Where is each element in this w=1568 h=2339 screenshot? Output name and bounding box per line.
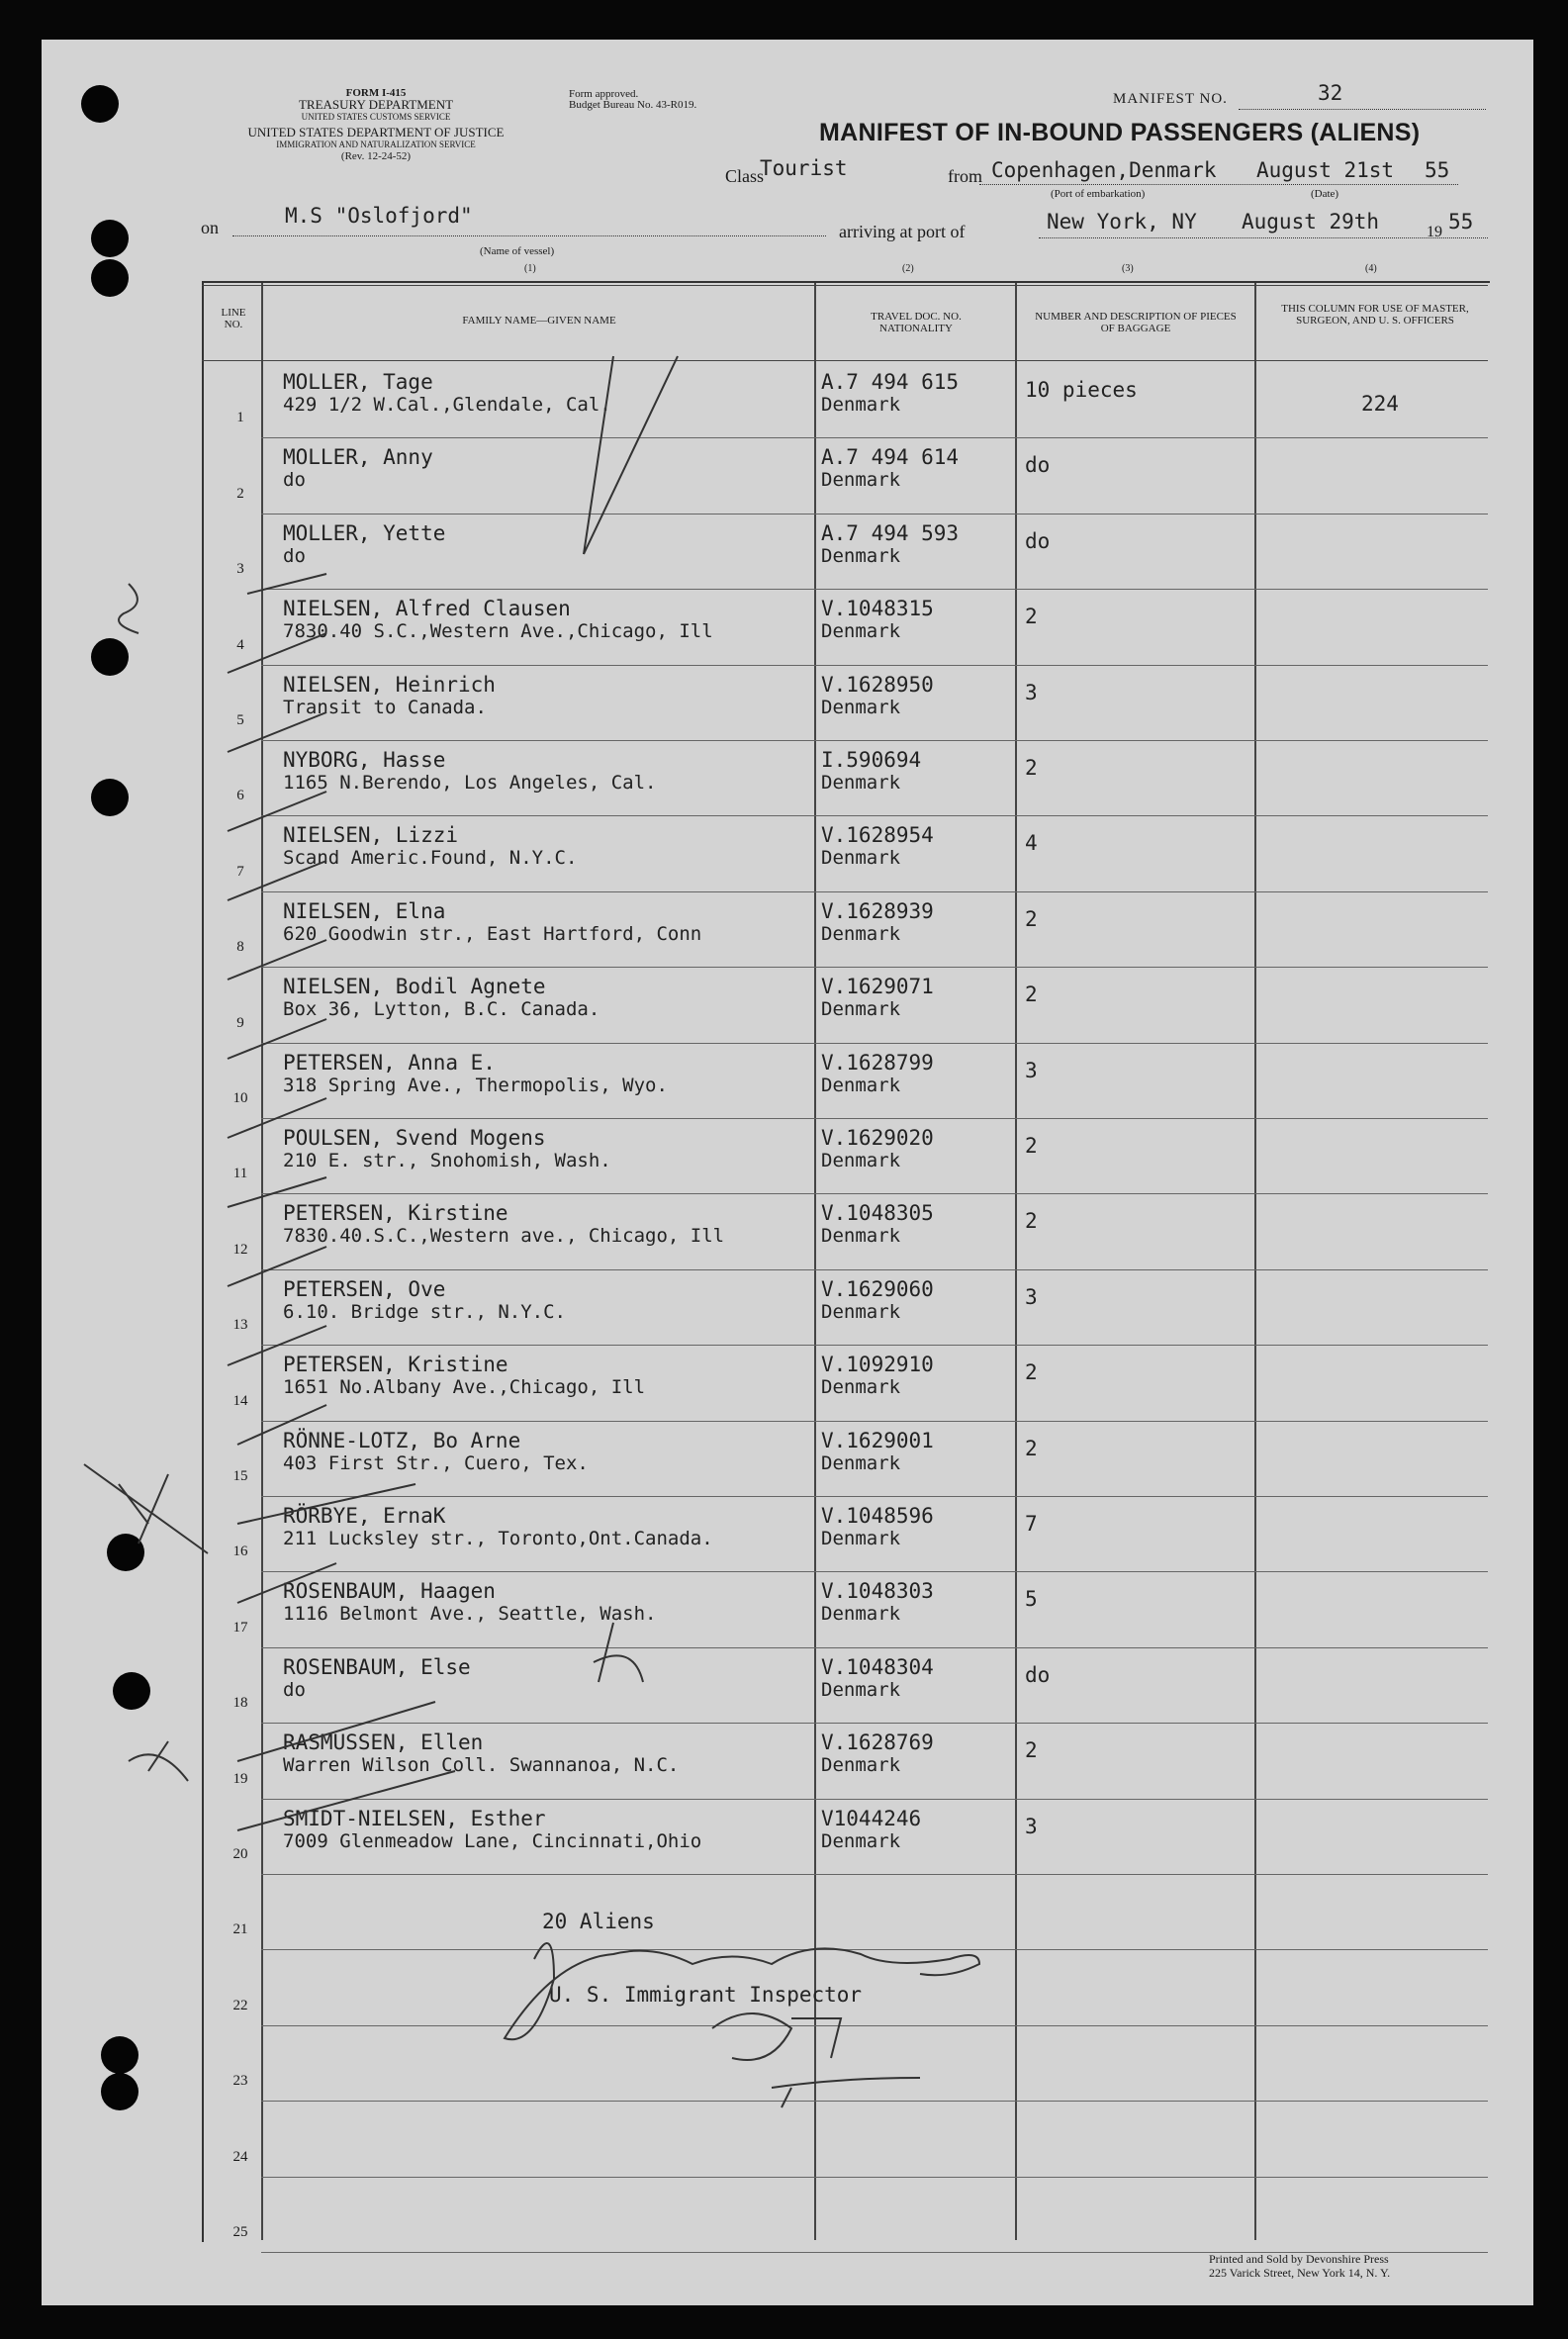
line-number: 22: [232, 1997, 248, 2013]
travel-doc-number: V.1048303: [821, 1579, 934, 1604]
line-number: 1: [236, 410, 244, 426]
nationality: Denmark: [821, 544, 901, 567]
travel-doc-number: V.1048315: [821, 597, 934, 621]
check-mark: [228, 712, 326, 752]
form-approved: Form approved.: [569, 88, 639, 100]
passenger-name: NIELSEN, Lizzi: [283, 823, 459, 848]
nationality: Denmark: [821, 1754, 901, 1777]
travel-doc-number: V.1048305: [821, 1201, 934, 1226]
passenger-name: MOLLER, Anny: [283, 445, 433, 470]
line-number: 10: [232, 1090, 248, 1106]
line-number: 17: [232, 1619, 248, 1636]
baggage-count: 2: [1025, 1360, 1038, 1385]
check-mark: [228, 792, 326, 831]
aliens-total: 20 Aliens: [542, 1910, 655, 1933]
passenger-address: 7830.40 S.C.,Western Ave.,Chicago, Ill: [283, 620, 713, 643]
passenger-address: 429 1/2 W.Cal.,Glendale, Cal.: [283, 394, 611, 416]
form-rev: (Rev. 12-24-52): [340, 150, 412, 162]
travel-doc-number: V.1048304: [821, 1654, 934, 1679]
passenger-address: do: [283, 469, 306, 492]
baggage-count: do: [1025, 1662, 1051, 1687]
line-number: 14: [232, 1392, 248, 1409]
nationality: Denmark: [821, 394, 901, 416]
col-number-1: (1): [524, 263, 536, 274]
passenger-address: 7830.40.S.C.,Western ave., Chicago, Ill: [283, 1225, 725, 1248]
passenger-address: 211 Lucksley str., Toronto,Ont.Canada.: [283, 1528, 713, 1549]
travel-doc-number: V.1629020: [821, 1126, 934, 1150]
col-header-doc: TRAVEL DOC. NO. NATIONALITY: [871, 311, 962, 334]
passenger-name: RASMUSSEN, Ellen: [283, 1731, 484, 1755]
passenger-address: 1116 Belmont Ave., Seattle, Wash.: [283, 1603, 657, 1626]
passenger-name: POULSEN, Svend Mogens: [283, 1126, 546, 1150]
passenger-address: Warren Wilson Coll. Swannanoa, N.C.: [283, 1754, 680, 1777]
passenger-address: 1651 No.Albany Ave.,Chicago, Ill: [283, 1376, 646, 1399]
customs-service: UNITED STATES CUSTOMS SERVICE: [301, 112, 451, 122]
baggage-count: 2: [1025, 906, 1038, 931]
passenger-name: RÖNNE-LOTZ, Bo Arne: [283, 1428, 521, 1452]
passenger-name: NIELSEN, Heinrich: [283, 672, 496, 697]
margin-mark: [84, 1464, 208, 1553]
baggage-count: 5: [1025, 1587, 1038, 1612]
line-number: 9: [236, 1014, 244, 1031]
ins: IMMIGRATION AND NATURALIZATION SERVICE: [276, 140, 476, 149]
baggage-count: 3: [1025, 1284, 1038, 1309]
travel-doc-number: A.7 494 615: [821, 370, 960, 394]
baggage-count: 2: [1025, 756, 1038, 780]
margin-eight: [119, 584, 138, 633]
travel-doc-number: A.7 494 614: [821, 445, 960, 470]
baggage-count: 3: [1025, 1814, 1038, 1838]
baggage-count: 2: [1025, 1209, 1038, 1234]
line-number: 23: [232, 2073, 248, 2090]
printer-line-2: 225 Varick Street, New York 14, N. Y.: [1209, 2266, 1391, 2280]
check-mark: [228, 1177, 326, 1207]
passenger-name: NYBORG, Hasse: [283, 748, 446, 772]
baggage-count: do: [1025, 528, 1051, 553]
passenger-name: ROSENBAUM, Haagen: [283, 1579, 496, 1604]
check-mark: [228, 861, 326, 900]
passenger-address: do: [283, 1678, 306, 1701]
form-number: FORM I-415: [345, 87, 407, 99]
passenger-address: Scand Americ.Found, N.Y.C.: [283, 847, 578, 870]
nationality: Denmark: [821, 1225, 901, 1248]
passenger-name: PETERSEN, Kristine: [283, 1353, 508, 1377]
travel-doc-number: V.1628769: [821, 1731, 934, 1755]
check-mark: [228, 1326, 326, 1365]
nationality: Denmark: [821, 1074, 901, 1096]
passenger-address: 210 E. str., Snohomish, Wash.: [283, 1150, 611, 1171]
nationality: Denmark: [821, 1528, 901, 1549]
check-mark: [237, 1405, 326, 1445]
passenger-address: 6.10. Bridge str., N.Y.C.: [283, 1300, 566, 1323]
vessel-name: M.S "Oslofjord": [285, 204, 473, 228]
baggage-count: 3: [1025, 1058, 1038, 1082]
travel-doc-number: V.1628799: [821, 1050, 934, 1075]
manifest-number: 32: [1318, 81, 1343, 105]
travel-doc-number: V.1629071: [821, 975, 934, 999]
check-mark: [237, 1771, 455, 1830]
nationality: Denmark: [821, 1603, 901, 1626]
passenger-name: NIELSEN, Alfred Clausen: [283, 597, 571, 621]
passenger-name: NIELSEN, Bodil Agnete: [283, 975, 546, 999]
line-number: 4: [236, 636, 244, 653]
col-number-3: (3): [1122, 263, 1134, 274]
inspector-label: U. S. Immigrant Inspector: [549, 1983, 863, 2007]
port-of-embarkation: Copenhagen,Denmark: [991, 158, 1217, 182]
nationality: Denmark: [821, 1150, 901, 1171]
nationality: Denmark: [821, 1678, 901, 1701]
col-header-line-no: LINE NO.: [221, 307, 246, 330]
passenger-name: MOLLER, Tage: [283, 370, 433, 394]
col-header-officers: THIS COLUMN FOR USE OF MASTER, SURGEON, AND U. S. OFFICERS: [1281, 303, 1469, 327]
arrival-date: August 29th: [1242, 210, 1380, 234]
line-number: 18: [232, 1695, 248, 1712]
nationality: Denmark: [821, 696, 901, 718]
check-mark: [228, 1098, 326, 1138]
departure-date: August 21st: [1256, 158, 1395, 182]
travel-doc-number: V.1629001: [821, 1428, 934, 1452]
nationality: Denmark: [821, 469, 901, 492]
passenger-name: RÖRBYE, ErnaK: [283, 1504, 446, 1528]
year-prefix: 19: [1427, 224, 1442, 240]
vessel-caption: (Name of vessel): [480, 245, 555, 257]
arrival-year: 55: [1448, 210, 1474, 234]
line-number: 6: [236, 788, 244, 804]
line-number: 3: [236, 561, 244, 578]
travel-doc-number: V.1628950: [821, 672, 934, 697]
baggage-count: 2: [1025, 1134, 1038, 1158]
travel-doc-number: V1044246: [821, 1806, 922, 1830]
budget-bureau: Budget Bureau No. 43-R019.: [569, 99, 697, 111]
passenger-address: do: [283, 544, 306, 567]
col-number-4: (4): [1365, 263, 1377, 274]
nationality: Denmark: [821, 922, 901, 945]
inspector-signature: [505, 1943, 979, 2039]
passenger-name: PETERSEN, Anna E.: [283, 1050, 496, 1075]
margin-mark: [129, 1741, 188, 1781]
departure-year: 55: [1425, 158, 1450, 182]
line-number: 20: [232, 1846, 248, 1862]
line-number: 16: [232, 1544, 248, 1560]
passenger-address: Transit to Canada.: [283, 696, 487, 718]
check-mark: [237, 1563, 336, 1603]
passenger-address: 318 Spring Ave., Thermopolis, Wyo.: [283, 1074, 668, 1096]
travel-doc-number: A.7 494 593: [821, 520, 960, 545]
manifest-label: MANIFEST NO.: [1113, 91, 1228, 107]
line-number: 15: [232, 1468, 248, 1484]
class-label: Class: [725, 166, 765, 186]
passenger-address: 403 First Str., Cuero, Tex.: [283, 1451, 589, 1474]
baggage-count: 3: [1025, 680, 1038, 704]
port-embarkation-caption: (Port of embarkation): [1051, 188, 1146, 200]
check-mark: [247, 574, 326, 594]
arriving-label: arriving at port of: [839, 222, 966, 241]
on-label: on: [201, 218, 219, 237]
passenger-name: PETERSEN, Ove: [283, 1276, 446, 1301]
passenger-address: 620 Goodwin str., East Hartford, Conn: [283, 922, 702, 945]
doj: UNITED STATES DEPARTMENT OF JUSTICE: [247, 125, 505, 140]
passenger-address: Box 36, Lytton, B.C. Canada.: [283, 998, 600, 1021]
passenger-address: 1165 N.Berendo, Los Angeles, Cal.: [283, 772, 657, 794]
baggage-count: 2: [1025, 1436, 1038, 1460]
line-number: 2: [236, 485, 244, 502]
manifest-title: MANIFEST OF IN-BOUND PASSENGERS (ALIENS): [819, 119, 1421, 146]
travel-doc-number: V.1628939: [821, 898, 934, 923]
passenger-address: 7009 Glenmeadow Lane, Cincinnati,Ohio: [283, 1829, 702, 1852]
travel-doc-number: V.1092910: [821, 1353, 934, 1377]
travel-doc-number: V.1629060: [821, 1276, 934, 1301]
check-mark: [228, 940, 326, 980]
col-header-name: FAMILY NAME—GIVEN NAME: [462, 315, 616, 327]
nationality: Denmark: [821, 1300, 901, 1323]
passenger-name: PETERSEN, Kirstine: [283, 1201, 508, 1226]
line-number: 12: [232, 1241, 248, 1258]
baggage-count: 7: [1025, 1512, 1038, 1536]
line-number: 13: [232, 1317, 248, 1334]
baggage-count: 2: [1025, 605, 1038, 629]
nationality: Denmark: [821, 1376, 901, 1399]
line-number: 24: [232, 2148, 248, 2165]
nationality: Denmark: [821, 998, 901, 1021]
check-mark: [228, 633, 326, 673]
line-number: 7: [236, 863, 244, 880]
line-number: 19: [232, 1770, 248, 1787]
baggage-count: 4: [1025, 831, 1038, 856]
baggage-count: 10 pieces: [1025, 378, 1138, 402]
nationality: Denmark: [821, 1829, 901, 1852]
officer-note: 224: [1361, 392, 1399, 416]
nationality: Denmark: [821, 847, 901, 870]
check-mark: [228, 1019, 326, 1059]
arrival-port: New York, NY: [1047, 210, 1197, 234]
baggage-count: 2: [1025, 982, 1038, 1007]
travel-doc-number: I.590694: [821, 748, 922, 772]
line-number: 11: [232, 1166, 248, 1182]
check-mark: [237, 1484, 415, 1524]
passenger-name: NIELSEN, Elna: [283, 898, 446, 923]
col-header-baggage: NUMBER AND DESCRIPTION OF PIECES OF BAGGAGE: [1035, 311, 1237, 334]
date-scrawl: [712, 2013, 920, 2107]
initial-mark: [594, 1623, 643, 1682]
nationality: Denmark: [821, 1451, 901, 1474]
passenger-name: SMIDT-NIELSEN, Esther: [283, 1806, 546, 1830]
baggage-count: 2: [1025, 1738, 1038, 1763]
travel-doc-number: V.1628954: [821, 823, 934, 848]
line-number: 25: [232, 2224, 248, 2240]
printer-line-1: Printed and Sold by Devonshire Press: [1209, 2252, 1389, 2266]
check-mark: [237, 1702, 435, 1761]
line-number: 21: [232, 1921, 248, 1938]
line-number: 5: [236, 712, 244, 728]
class-value: Tourist: [760, 156, 848, 180]
date-caption: (Date): [1311, 188, 1339, 200]
nationality: Denmark: [821, 620, 901, 643]
check-mark: [228, 1247, 326, 1286]
passenger-name: ROSENBAUM, Else: [283, 1654, 471, 1679]
travel-doc-number: V.1048596: [821, 1504, 934, 1528]
nationality: Denmark: [821, 772, 901, 794]
col-number-2: (2): [902, 263, 914, 274]
line-number: 8: [236, 939, 244, 956]
from-label: from: [948, 166, 982, 186]
baggage-count: do: [1025, 453, 1051, 478]
treasury-dept: TREASURY DEPARTMENT: [298, 97, 454, 112]
passenger-name: MOLLER, Yette: [283, 520, 446, 545]
